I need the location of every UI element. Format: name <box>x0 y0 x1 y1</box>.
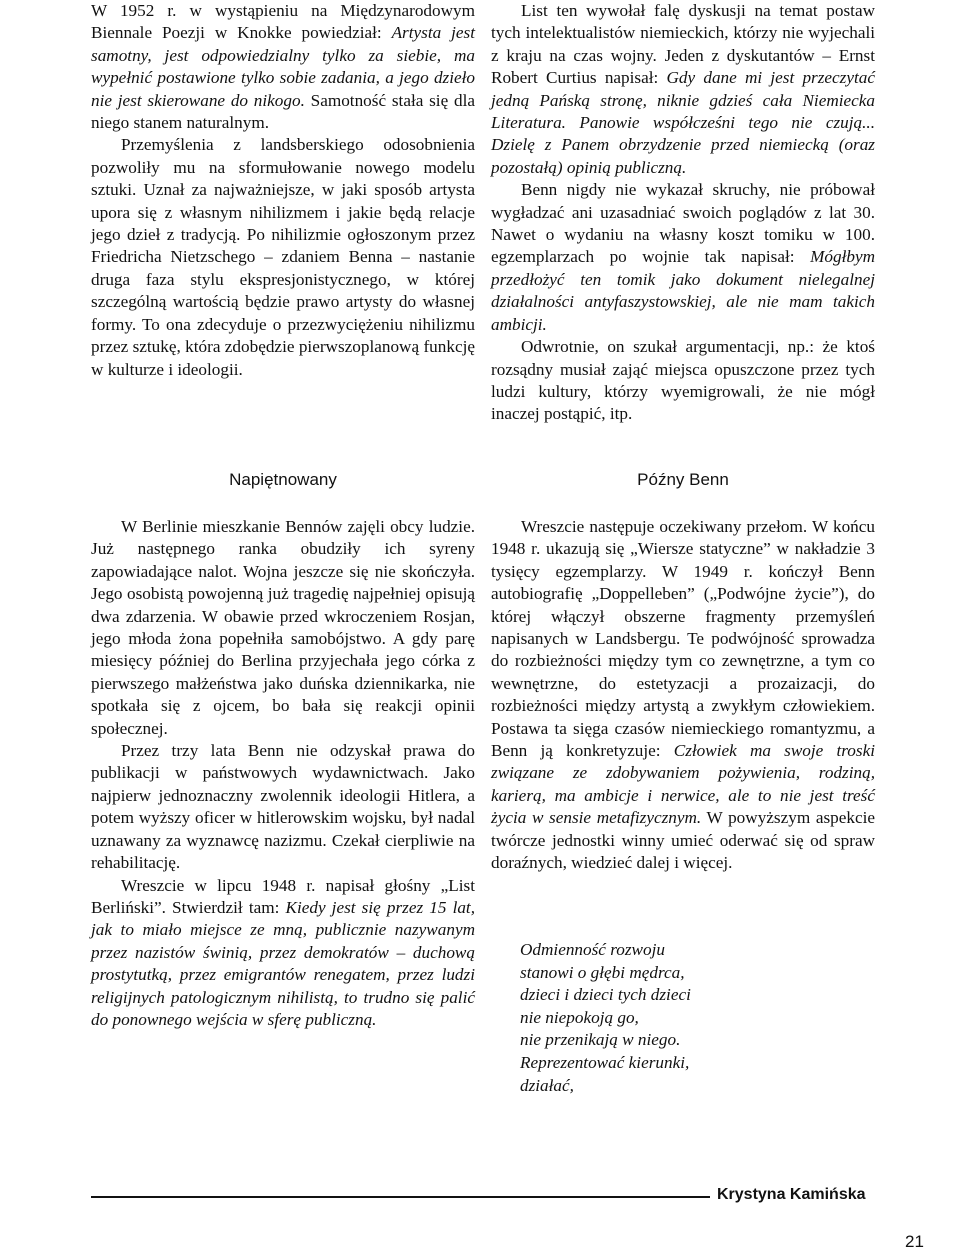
paragraph <box>491 516 875 875</box>
paragraph <box>91 0 475 134</box>
poem <box>520 939 691 1097</box>
paragraph: Przemyślenia z landsberskiego odosobnienia pozwoliły mu na sformułowanie nowego modelu sztuki. Uznał za najważniejsze, w jaki sposób artysta upora się z własnym nihilizmem i jakie będą relacje jego dzieł z tradycją. Po nihilizmie ogłoszonym przez Friedricha Nietzschego – zdaniem Benna – nastanie druga faza stylu ekspresjonistycznego, w której szczególną wartością będzie prawo artysty do własnej formy. To ona zdecyduje o przezwyciężeniu nihilizmu przez sztukę, która zdobędzie pierwszoplanową funkcję w kulturze i ideologii. <box>91 135 475 379</box>
page-number: 21 <box>905 1232 924 1251</box>
poem-line: Odmienność rozwoju <box>520 940 665 959</box>
paragraph <box>491 0 875 179</box>
quote-text: Człowiek ma swoje troski związane ze zdobywaniem pożywienia, rodziną, karierą, ma ambicje i nerwice, ale to nie jest treść życia w sensie metafizycznym. <box>491 741 875 828</box>
paragraph: W Berlinie mieszkanie Bennów zajęli obcy ludzie. Już następnego ranka obudziły ich syreny zapowiadające nalot. Wojna jeszcze się nie skończyła. Jego osobistą powojenną już tragedię najpełniej opisują dwa zdarzenia. W obawie przed wkroczeniem Rosjan, jego młoda żona popełniła samobójstwo. A gdy parę miesięcy później do Berlina przyjechała jego córka z pierwszego małżeństwa jako duńska dziennikarka, nie spotkała się z ojcem, bo bała się reakcji opinii społecznej. <box>91 517 475 738</box>
author-name: Krystyna Kamińska <box>717 1186 866 1203</box>
paragraph <box>91 875 475 1032</box>
section-title-left: Napiętnowany <box>229 470 337 489</box>
left-column-top <box>91 0 475 381</box>
poem-line: Reprezentować kierunki, <box>520 1052 690 1072</box>
paragraph: Przez trzy lata Benn nie odzyskał prawa do publikacji w państwowych wydawnictwach. Jako najpierw jednoznaczny zwolennik ideologii Hitlera, a potem wyższy oficer w hitlerowskim wojsku, był nadal uznawany za wyznawcę nazizmu. Czekał cierpliwie na rehabilitację. <box>91 741 475 873</box>
quote-text: Artysta jest samotny, jest odpowiedzialny tylko za siebie, ma wypełnić postawione tylko sobie zadania, a jego dzieło nie jest skierowane do nikogo. <box>91 23 475 110</box>
paragraph: Odwrotnie, on szukał argumentacji, np.: że ktoś rozsądny musiał zająć miejsca opuszczone przez tych ludzi kultury, którzy wyemigrowali, że nie mógł inaczej postąpić, itp. <box>491 337 875 424</box>
poem-line: dzieci i dzieci tych dzieci <box>520 985 691 1005</box>
paragraph-text: Benn nigdy nie wykazał skruchy, nie próbował wygładzać ani uzasadniać swoich poglądów z lat 30. Nawet o wydaniu na własny koszt tomiku w 100. egzemplarzach po wojnie tak napisał: <box>491 180 875 267</box>
poem-line: nie niepokoją go, <box>520 1007 639 1027</box>
section-title-right: Późny Benn <box>637 470 729 489</box>
quote-text: Mógłbym przedłożyć ten tomik jako dokument nielegalnej działalności antyfaszystowskiej, ale nie mam takich ambicji. <box>491 247 875 334</box>
paragraph <box>491 179 875 336</box>
paragraph-text: List ten wywołał falę dyskusji na temat postaw tych intelektualistów niemieckich, którzy nie wyjechali z kraju na czas wojny. Jeden z dyskutantów – Ernst Robert Curtius napisał: <box>491 1 875 88</box>
paragraph-text: Samotność stała się dla niego stanem naturalnym. <box>91 90 475 133</box>
paragraph-text: Wreszcie następuje oczekiwany przełom. W końcu 1948 r. ukazują się „Wiersze statyczne” w nakładzie 3 tysięcy egzemplarzy. W 1949 r. kończył Benn autobiografię „Doppelleben” („Podwójne życie”), do której włączył obszerne fragmenty przemyśleń napisanych w Landsbergu. Te podwójność sprowadza do rozbieżności między tym co zewnętrzne, a tym co wewnętrzne, do estetyzacji a prozaizacji, do rozbieżności między artystą a zwykłym człowiekiem. Postawa ta sięga czasów niemieckiego romantyzmu, a Benn ją konkretyzuje: <box>491 517 875 761</box>
right-column-top <box>491 0 875 426</box>
poem-line: stanowi o głębi mędrca, <box>520 962 685 982</box>
paragraph-text: Wreszcie w lipcu 1948 r. napisał głośny „List Berliński”. Stwierdził tam: <box>91 875 475 917</box>
quote-text: Gdy dane mi jest przeczytać jedną Pańską stronę, niknie gdzieś cała Niemiecka Literatura. Panowie współcześni tego nie czują... Dzielę z Panem obrzydzenie przed niemiecką (oraz pozostałą) opinią publiczną. <box>491 68 875 177</box>
paragraph-text: W 1952 r. w wystąpieniu na Międzynarodowym Biennale Poezji w Knokke powiedział: <box>91 1 475 43</box>
poem-line: nie przenikają w niego. <box>520 1030 681 1050</box>
left-column-bottom <box>91 516 475 1031</box>
right-column-bottom <box>491 516 875 875</box>
paragraph-text: W powyższym aspekcie twórcze jednostki winny umieć oderwać się od spraw doraźnych, wiedzieć dalej i więcej. <box>491 808 875 873</box>
poem-line: działać, <box>520 1075 574 1095</box>
quote-text: Kiedy jest się przez 15 lat, jak to miało miejsce ze mną, publicznie nazywanym przez nazistów świnią, przez demokratów – duchową prostytutką, przez emigrantów renegatem, przez ludzi religijnych patologicznym nihilistą, to trudno się palić do ponownego wejścia w sferę publiczną. <box>91 897 476 1029</box>
footer-rule <box>91 1196 710 1198</box>
